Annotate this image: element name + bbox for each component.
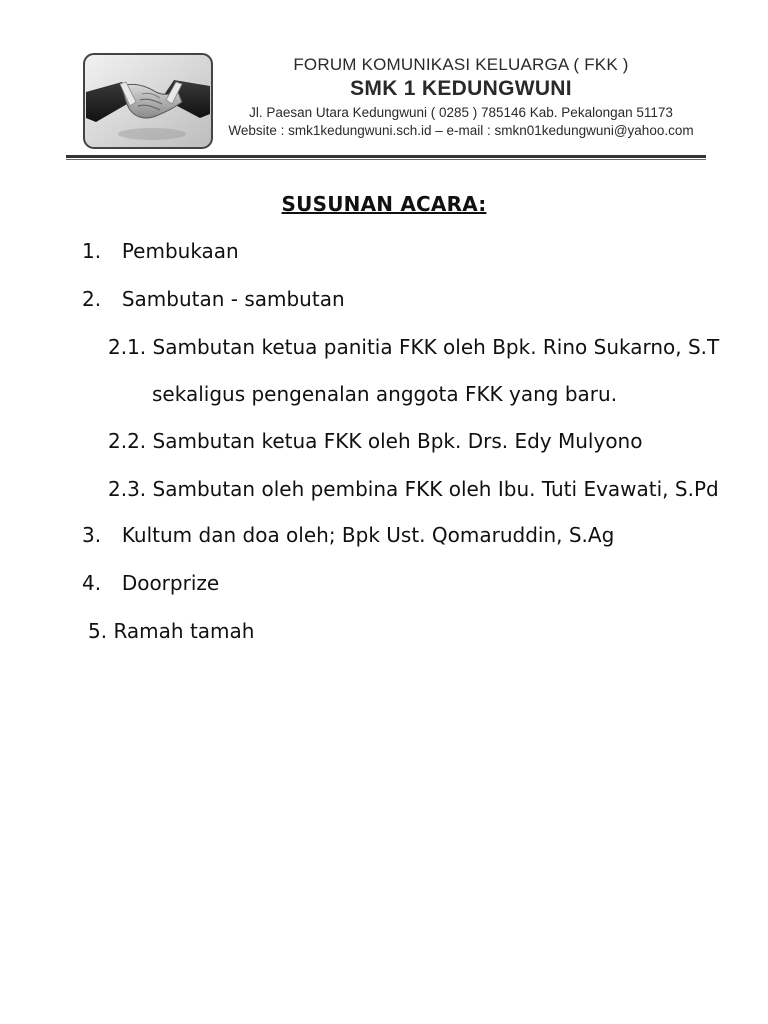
agenda-item-number: 2.1. bbox=[108, 335, 147, 359]
letterhead-text bbox=[216, 54, 706, 140]
agenda-item-text: Sambutan ketua FKK oleh Bpk. Drs. Edy Mulyono bbox=[152, 429, 643, 453]
agenda-subitem-continuation bbox=[152, 381, 617, 407]
agenda-item-number: 2.3. bbox=[108, 477, 147, 501]
agenda-item bbox=[82, 238, 239, 264]
agenda-item-text: Ramah tamah bbox=[113, 619, 255, 643]
agenda-item-number: 2. bbox=[82, 287, 102, 311]
agenda-item bbox=[82, 570, 219, 596]
agenda-item-text: Kultum dan doa oleh; Bpk Ust. Qomaruddin, S.Ag bbox=[121, 523, 615, 547]
agenda-item-number: 2.2. bbox=[108, 429, 147, 453]
agenda-subitem bbox=[108, 334, 719, 360]
agenda-item bbox=[82, 522, 614, 548]
agenda-item-text: sekaligus pengenalan anggota FKK yang baru. bbox=[152, 382, 618, 406]
agenda-item-number: 5. bbox=[88, 619, 108, 643]
agenda-subitem bbox=[108, 428, 642, 454]
school-name: SMK 1 KEDUNGWUNI bbox=[350, 77, 572, 100]
address: Jl. Paesan Utara Kedungwuni ( 0285 ) 785146 Kab. Pekalongan 51173 bbox=[249, 105, 673, 120]
letterhead-divider-thin bbox=[66, 159, 706, 160]
agenda-item-number: 1. bbox=[82, 239, 102, 263]
agenda-item-text: Sambutan - sambutan bbox=[121, 287, 345, 311]
agenda-item-number: 3. bbox=[82, 523, 102, 547]
agenda-item-text: Doorprize bbox=[121, 571, 220, 595]
agenda-item-text: Sambutan ketua panitia FKK oleh Bpk. Rino Sukarno, S.T bbox=[152, 335, 720, 359]
document-title: SUSUNAN ACARA: bbox=[281, 192, 487, 216]
agenda-subitem bbox=[108, 476, 719, 502]
agenda-item-text: Sambutan oleh pembina FKK oleh Ibu. Tuti Evawati, S.Pd bbox=[152, 477, 719, 501]
agenda-item bbox=[88, 618, 254, 644]
agenda-item-number: 4. bbox=[82, 571, 102, 595]
letterhead-divider bbox=[66, 155, 706, 158]
handshake-icon bbox=[82, 52, 214, 150]
agenda-item-text: Pembukaan bbox=[121, 239, 239, 263]
contact-info: Website : smk1kedungwuni.sch.id – e-mail : smkn01kedungwuni@yahoo.com bbox=[228, 123, 694, 138]
org-name: FORUM KOMUNIKASI KELUARGA ( FKK ) bbox=[293, 55, 629, 74]
letterhead bbox=[66, 48, 706, 158]
agenda-item bbox=[82, 286, 345, 312]
